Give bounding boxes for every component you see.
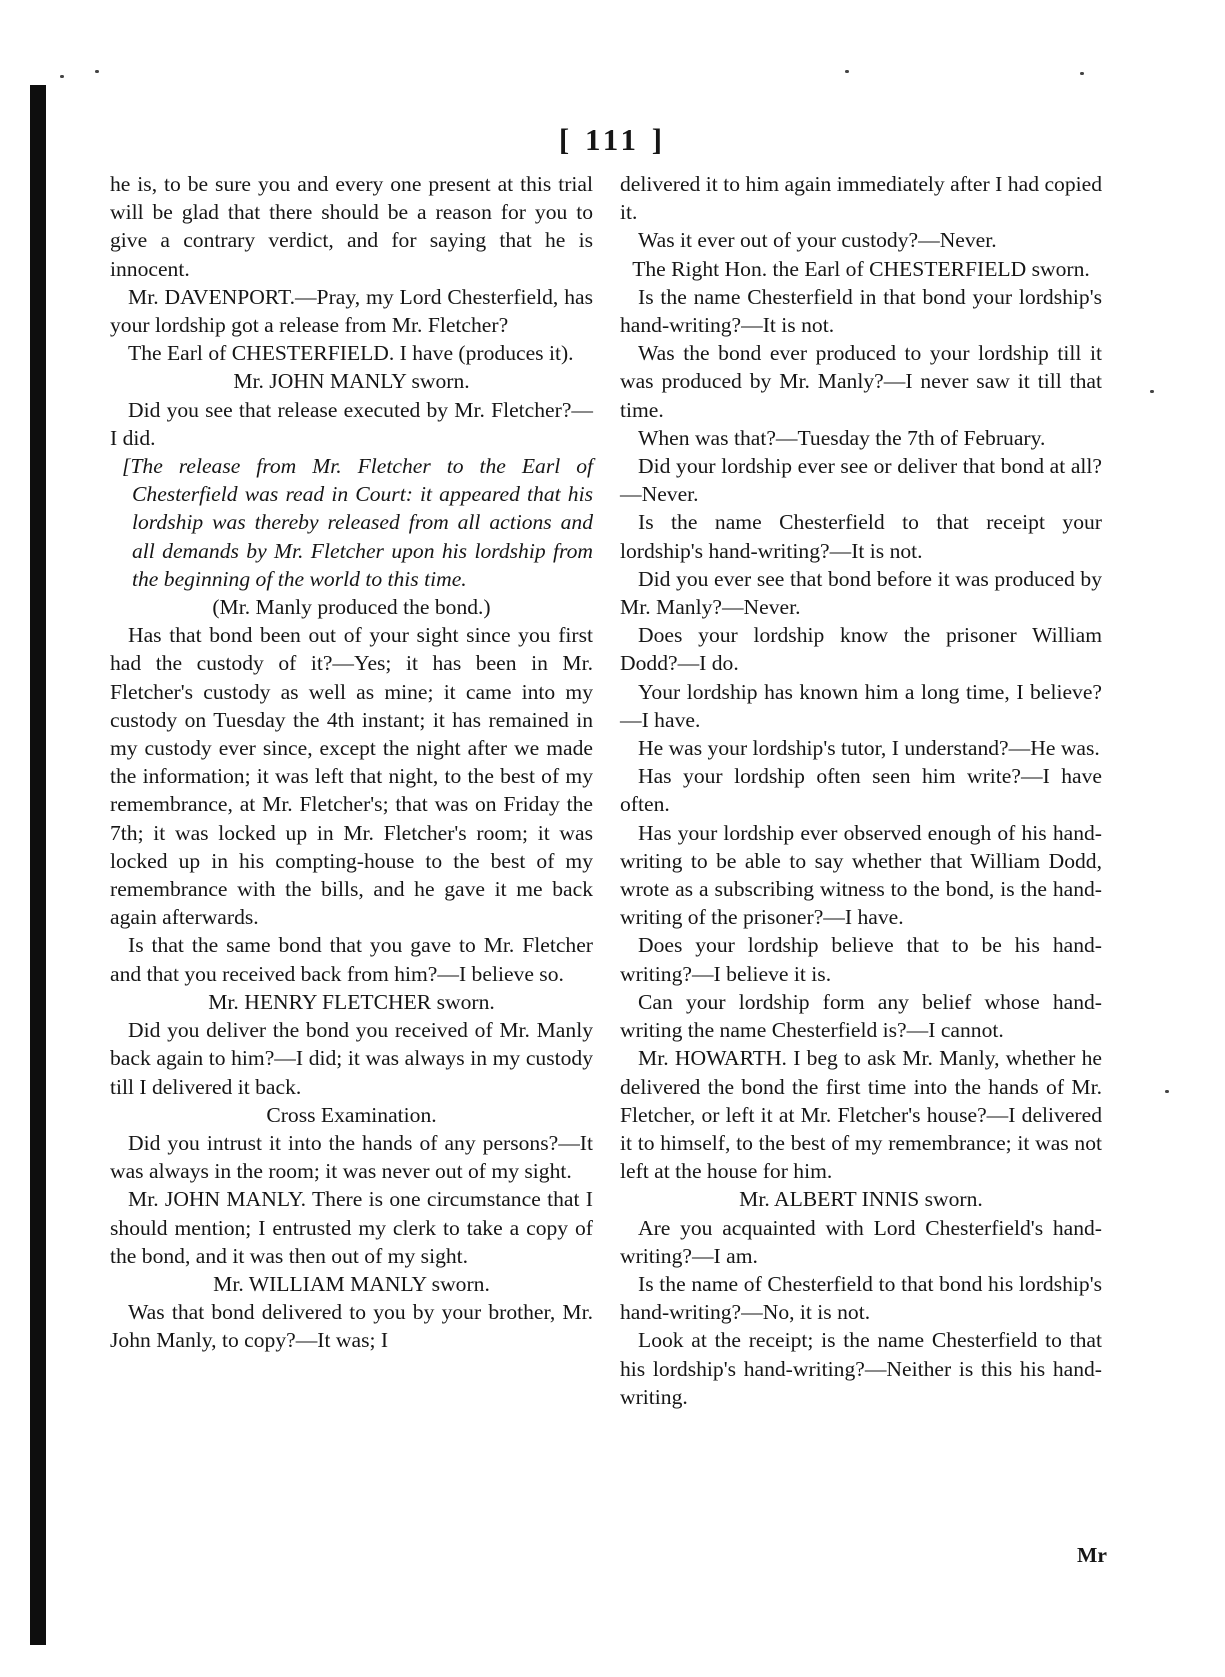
- paragraph: Did you intrust it into the hands of any persons?—It was always in the room; it was never out of my sight.: [110, 1130, 593, 1184]
- print-speck: [60, 75, 64, 78]
- paragraph: The Right Hon. the Earl of CHESTERFIELD sworn.: [632, 256, 1090, 281]
- paragraph: Is the name Chesterfield in that bond your lordship's hand-writing?—It is not.: [620, 284, 1102, 338]
- paragraph: Mr. JOHN MANLY sworn.: [233, 369, 470, 394]
- paragraph: When was that?—Tuesday the 7th of February.: [638, 425, 1046, 450]
- paragraph: Look at the receipt; is the name Chesterfield to that his lordship's hand-writing?—Neither is this his hand-writing.: [620, 1328, 1102, 1409]
- page-number: [ 111 ]: [558, 122, 667, 157]
- paragraph: Did you ever see that bond before it was produced by Mr. Manly?—Never.: [620, 566, 1102, 620]
- catchword: Mr: [1077, 1543, 1107, 1567]
- paragraph: Mr. HENRY FLETCHER sworn.: [208, 989, 495, 1014]
- paragraph: Is the name of Chesterfield to that bond his lordship's hand-writing?—No, it is not.: [620, 1271, 1102, 1325]
- paragraph: Your lordship has known him a long time, I believe?—I have.: [620, 679, 1102, 732]
- paragraph: delivered it to him again immediately after I had copied it.: [620, 172, 1102, 225]
- right-column: [620, 170, 1102, 1411]
- paragraph: (Mr. Manly produced the bond.): [212, 595, 491, 620]
- paragraph: Has your lordship ever observed enough of his hand-writing to be able to say whether that William Dodd, wrote as a subscribing witness to the bond, is the hand-writing of the prisoner?—I have.: [620, 820, 1102, 930]
- paragraph: Are you acquainted with Lord Chesterfield's hand-writing?—I am.: [620, 1215, 1102, 1268]
- paragraph: Did your lordship ever see or deliver that bond at all?—Never.: [620, 454, 1102, 507]
- paragraph: Was that bond delivered to you by your brother, Mr. John Manly, to copy?—It was; I: [110, 1300, 593, 1353]
- paragraph: Cross Examination.: [266, 1102, 437, 1127]
- print-speck: [1080, 72, 1084, 75]
- paragraph: Can your lordship form any belief whose hand-writing the name Chesterfield is?—I cannot.: [620, 989, 1102, 1043]
- paragraph: he is, to be sure you and every one present at this trial will be glad that there should be a reason for you to give a contrary verdict, and for saying that he is innocent.: [110, 172, 593, 281]
- paragraph: Mr. JOHN MANLY. There is one circumstance that I should mention; I entrusted my clerk to take a copy of the bond, and it was then out of my sight.: [110, 1187, 593, 1268]
- print-speck: [1150, 390, 1154, 393]
- paragraph: Does your lordship believe that to be his hand-writing?—I believe it is.: [620, 933, 1102, 986]
- paragraph: Did you see that release executed by Mr. Fletcher?—I did.: [110, 397, 593, 450]
- paragraph: Is that the same bond that you gave to Mr. Fletcher and that you received back from him?—I believe so.: [110, 933, 593, 986]
- paragraph: Did you deliver the bond you received of Mr. Manly back again to him?—I did; it was always in my custody till I delivered it back.: [110, 1018, 593, 1099]
- page-binding-edge: [30, 85, 46, 1645]
- paragraph: Was it ever out of your custody?—Never.: [638, 228, 997, 253]
- print-speck: [845, 70, 849, 73]
- paragraph: Has your lordship often seen him write?—I have often.: [620, 764, 1102, 817]
- paragraph: Does your lordship know the prisoner William Dodd?—I do.: [620, 623, 1102, 676]
- paragraph: Is the name Chesterfield to that receipt your lordship's hand-writing?—It is not.: [620, 510, 1102, 563]
- print-speck: [1165, 1090, 1169, 1093]
- paragraph: He was your lordship's tutor, I understand?—He was.: [638, 736, 1100, 761]
- paragraph: The Earl of CHESTERFIELD. I have (produces it).: [128, 341, 574, 366]
- paragraph: Has that bond been out of your sight since you first had the custody of it?—Yes; it has been in Mr. Fletcher's custody as well as mine; it came into my custody on Tuesday the 4th instant; it has remained in my custody ever since, except the night after we made the information; it was left that night, to the best of my remembrance, at Mr. Fletcher's; that was on Friday the 7th; it was locked up in Mr. Fletcher's room; it was locked up in his compting-house to the best of my remembrance with the bills, and he gave it me back again afterwards.: [110, 623, 593, 930]
- print-speck: [95, 70, 99, 73]
- left-column: [110, 170, 593, 1355]
- paragraph: Mr. WILLIAM MANLY sworn.: [213, 1271, 490, 1296]
- paragraph: Mr. HOWARTH. I beg to ask Mr. Manly, whether he delivered the bond the first time into the hands of Mr. Fletcher, or left it at Mr. Fletcher's house?—I delivered it to himself, to the best of my remembrance; it was not left at the house for him.: [620, 1046, 1102, 1184]
- paragraph: Mr. ALBERT INNIS sworn.: [739, 1187, 983, 1212]
- paragraph: Mr. DAVENPORT.—Pray, my Lord Chesterfield, has your lordship got a release from Mr. Fletcher?: [110, 284, 593, 338]
- paragraph: [The release from Mr. Fletcher to the Earl of Chesterfield was read in Court: it appeared that his lordship was thereby released from all actions and all demands by Mr. Fletcher upon his lordship from the beginning of the world to this time.: [122, 454, 593, 591]
- paragraph: Was the bond ever produced to your lordship till it was produced by Mr. Manly?—I never saw it till that time.: [620, 341, 1102, 422]
